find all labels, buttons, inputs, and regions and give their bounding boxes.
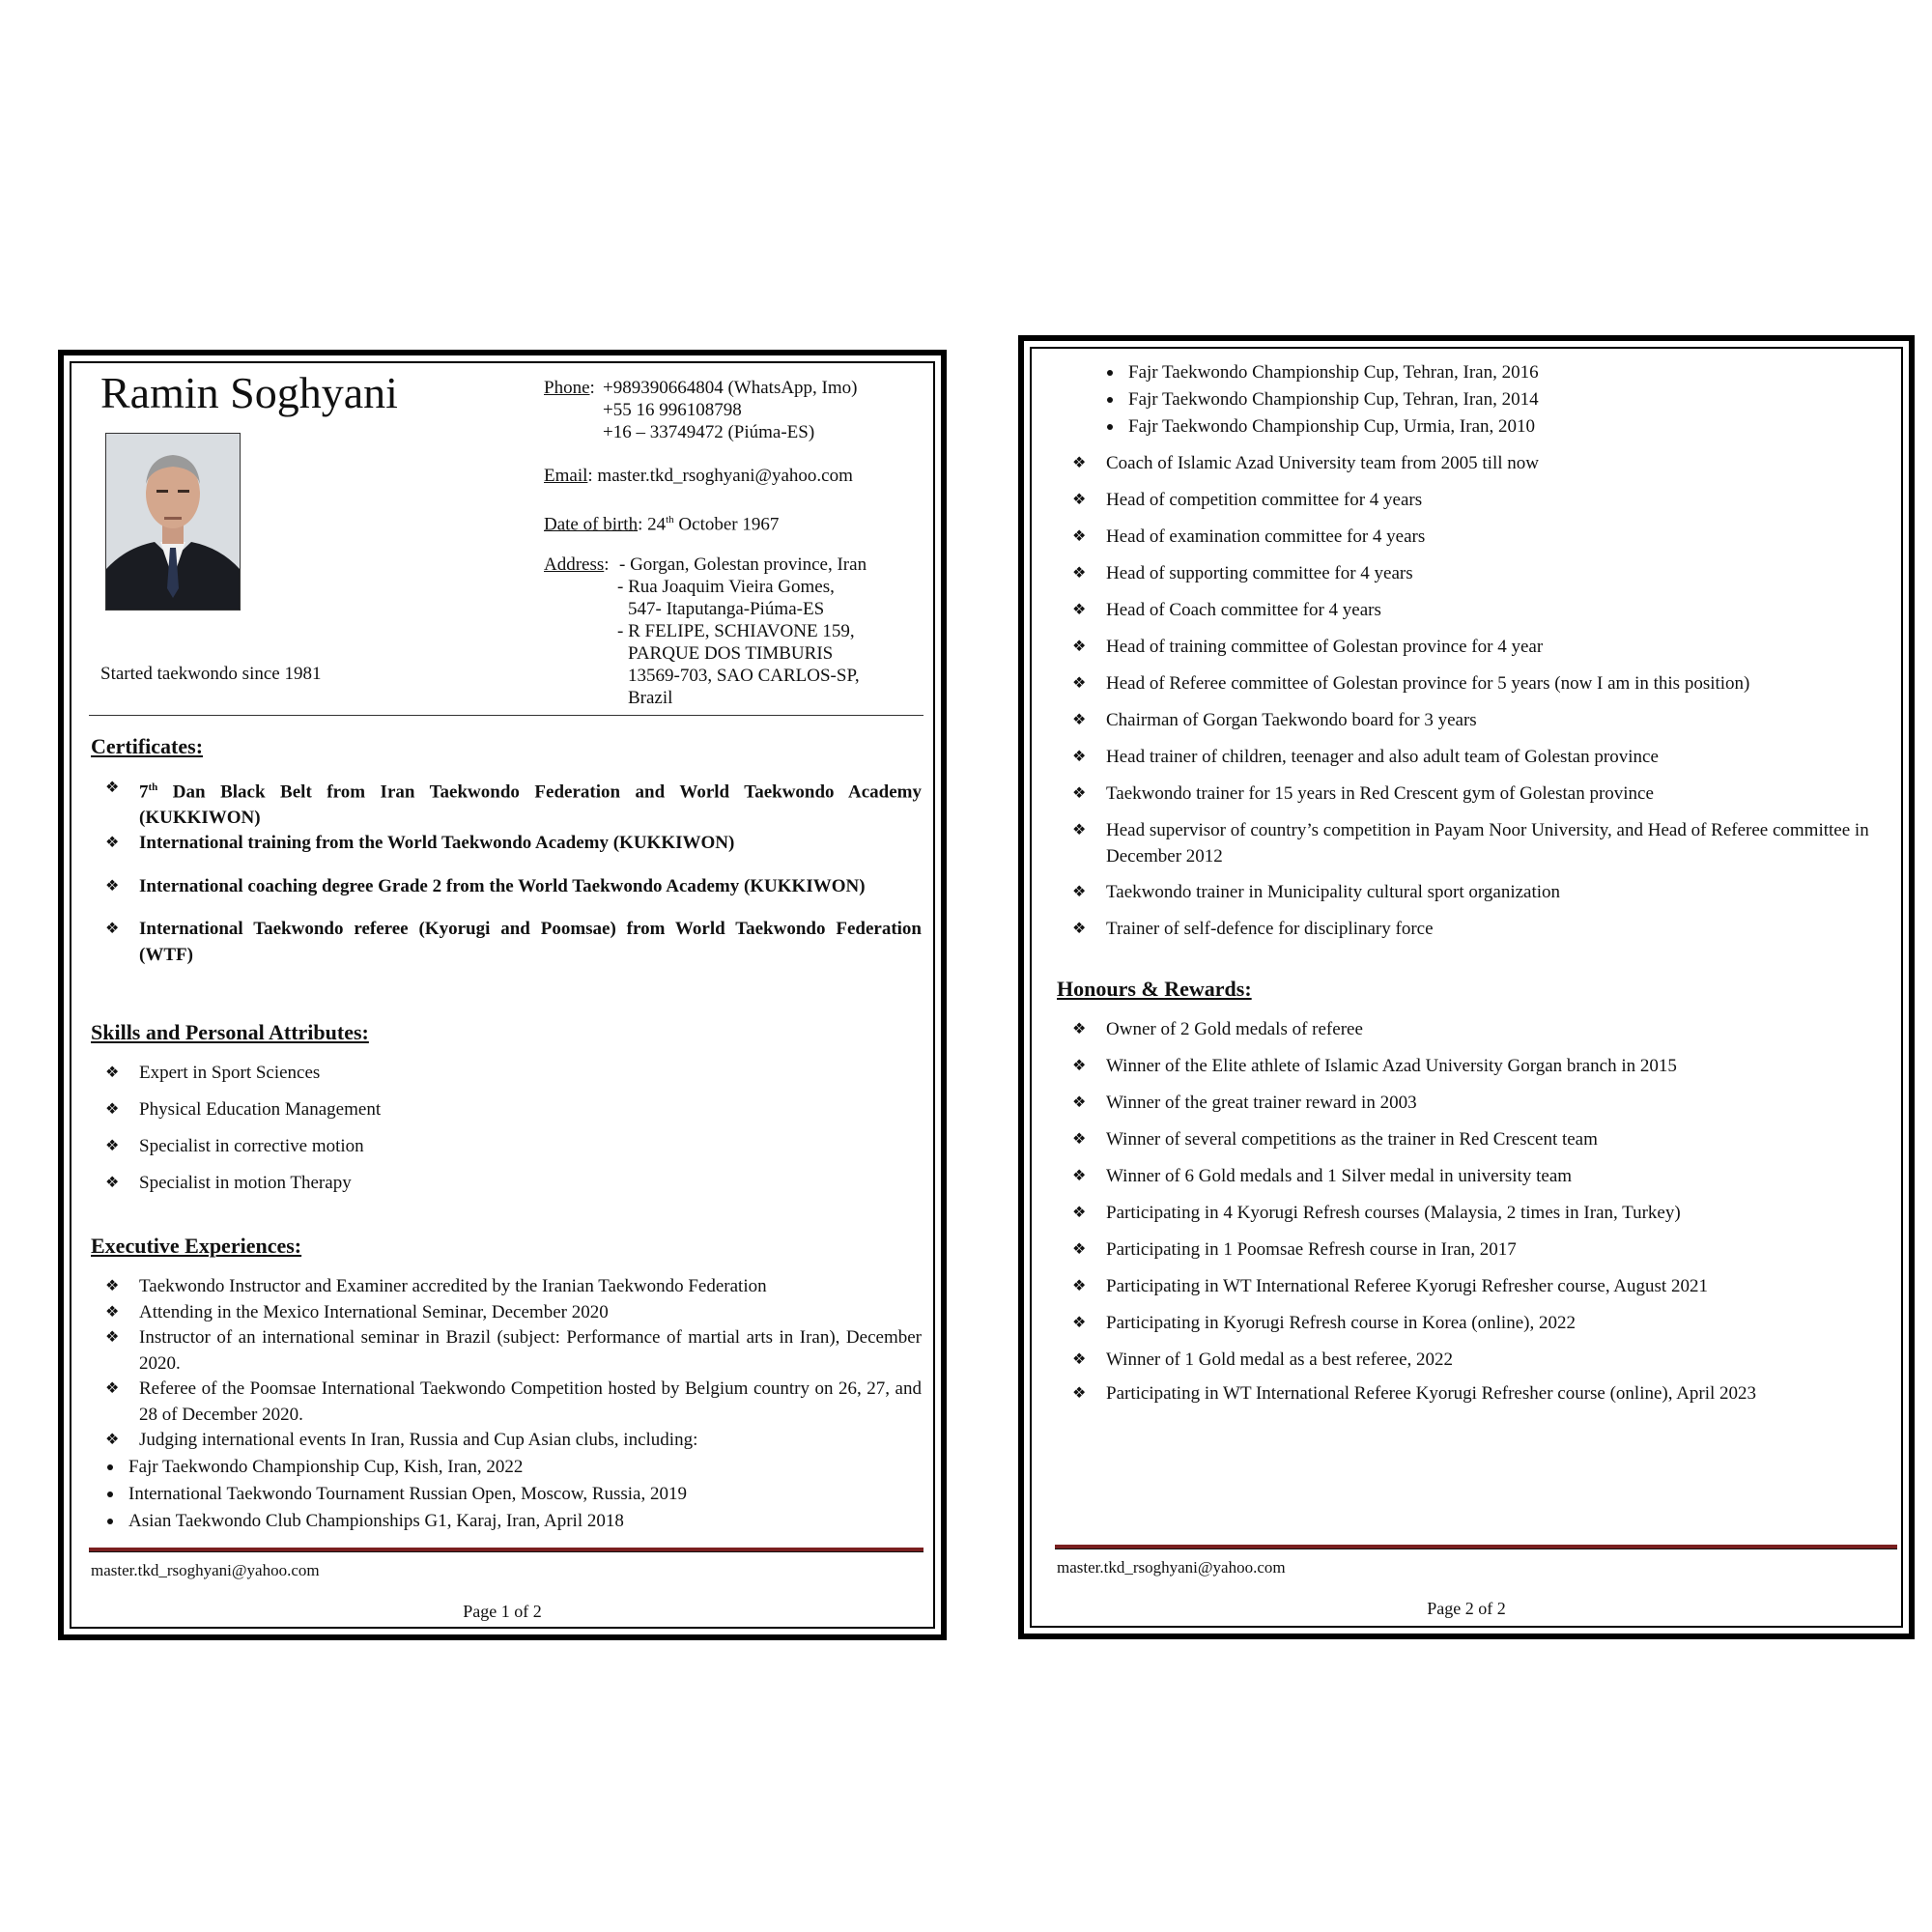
- diamond-bullet-icon: ❖: [1072, 1278, 1087, 1294]
- diamond-bullet-icon: ❖: [1072, 1351, 1087, 1368]
- diamond-bullet-icon: ❖: [1072, 1131, 1087, 1148]
- diamond-bullet-icon: ❖: [105, 1432, 120, 1448]
- experience-text: Head of competition committee for 4 years: [1106, 490, 1423, 510]
- certificate-text: International coaching degree Grade 2 from the World Taekwondo Academy (KUKKIWON): [139, 876, 866, 896]
- skill-text: Expert in Sport Sciences: [139, 1063, 321, 1083]
- started-note: Started taekwondo since 1981: [100, 664, 322, 684]
- dob-day: 24: [647, 514, 667, 535]
- diamond-bullet-icon: ❖: [1072, 822, 1087, 838]
- honour-text: Participating in 4 Kyorugi Refresh courses (Malaysia, 2 times in Iran, Turkey): [1106, 1203, 1681, 1223]
- executive-text: Judging international events In Iran, Russia and Cup Asian clubs, including:: [139, 1430, 698, 1450]
- event-text: Fajr Taekwondo Championship Cup, Urmia, Iran, 2010: [1128, 416, 1536, 437]
- bullet-dot-icon: [107, 1492, 113, 1497]
- email-link[interactable]: master.tkd_rsoghyani@yahoo.com: [597, 466, 853, 486]
- diamond-bullet-icon: ❖: [1072, 1094, 1087, 1111]
- footer-email[interactable]: master.tkd_rsoghyani@yahoo.com: [91, 1561, 320, 1579]
- skills-heading: Skills and Personal Attributes:: [91, 1020, 369, 1044]
- certificate-item: [105, 916, 922, 968]
- experience-text: Head supervisor of country’s competition in Payam Noor University, and Head of Referee committee in December 2012: [1106, 820, 1869, 867]
- event-text: Asian Taekwondo Club Championships G1, Karaj, Iran, April 2018: [128, 1511, 624, 1531]
- resume-page-1: [58, 350, 947, 1640]
- diamond-bullet-icon: ❖: [1072, 749, 1087, 765]
- person-name: Ramin Soghyani: [100, 368, 398, 417]
- profile-photo: [105, 433, 241, 611]
- experience-item: [1072, 817, 1903, 869]
- phone-label: Phone: [544, 378, 590, 398]
- experience-text: Head of training committee of Golestan province for 4 year: [1106, 637, 1544, 657]
- event-text: Fajr Taekwondo Championship Cup, Kish, Iran, 2022: [128, 1457, 524, 1477]
- experience-text: Taekwondo trainer for 15 years in Red Crescent gym of Golestan province: [1106, 783, 1654, 804]
- diamond-bullet-icon: ❖: [1072, 884, 1087, 900]
- diamond-bullet-icon: ❖: [105, 835, 120, 851]
- certificate-text: International Taekwondo referee (Kyorugi and Poomsae) from World Taekwondo Federation (WTF): [139, 919, 922, 965]
- diamond-bullet-icon: ❖: [1072, 492, 1087, 508]
- footer-rule: [89, 1548, 923, 1552]
- experience-text: Head of supporting committee for 4 years: [1106, 563, 1413, 583]
- address-line-5: PARQUE DOS TIMBURIS: [628, 643, 834, 664]
- resume-page-2: [1018, 335, 1915, 1639]
- honour-text: Participating in 1 Poomsae Refresh course in Iran, 2017: [1106, 1239, 1517, 1260]
- event-text: International Taekwondo Tournament Russian Open, Moscow, Russia, 2019: [128, 1484, 687, 1504]
- event-text: Fajr Taekwondo Championship Cup, Tehran, Iran, 2014: [1128, 389, 1539, 410]
- diamond-bullet-icon: ❖: [1072, 785, 1087, 802]
- address-line-3: 547- Itaputanga-Piúma-ES: [628, 599, 825, 619]
- executive-item: [105, 1324, 922, 1377]
- certificate-dan-suffix: th: [148, 781, 158, 793]
- experience-text: Head of examination committee for 4 years: [1106, 526, 1426, 547]
- phone-number-3[interactable]: +16 – 33749472 (Piúma-ES): [603, 422, 815, 442]
- diamond-bullet-icon: ❖: [105, 1329, 120, 1346]
- diamond-bullet-icon: ❖: [1072, 565, 1087, 582]
- executive-item: [105, 1376, 922, 1428]
- bullet-dot-icon: [1107, 397, 1113, 403]
- contact-block: Phone: +989390664804 (WhatsApp, Imo) +55 16 996108798 +16 – 33749472 (Piúma-ES) Email: master.tkd_rsoghyani@yahoo.com Date of birth: 24th October 1967 Address: - Gorgan, Golestan province, Iran - Rua Joaquim Vieira Gomes, 547- Itaputanga-Piúma-ES - R FELIPE, SCHIAVONE 159, PARQUE DOS TIMBURIS 13569-703, SAO CARLOS-SP, Brazil: [544, 378, 867, 708]
- skill-text: Specialist in corrective motion: [139, 1136, 364, 1156]
- honour-text: Winner of several competitions as the trainer in Red Crescent team: [1106, 1129, 1598, 1150]
- address-line-1: - Gorgan, Golestan province, Iran: [619, 554, 867, 575]
- profile-photo-image: [106, 434, 240, 610]
- diamond-bullet-icon: ❖: [105, 780, 120, 796]
- address-line-2: - Rua Joaquim Vieira Gomes,: [617, 577, 835, 597]
- certificates-heading: Certificates:: [91, 734, 204, 758]
- diamond-bullet-icon: ❖: [1072, 639, 1087, 655]
- event-text: Fajr Taekwondo Championship Cup, Tehran, Iran, 2016: [1128, 362, 1539, 383]
- footer-rule: [1055, 1545, 1897, 1549]
- diamond-bullet-icon: ❖: [1072, 1021, 1087, 1037]
- diamond-bullet-icon: ❖: [1072, 1168, 1087, 1184]
- diamond-bullet-icon: ❖: [105, 1380, 120, 1397]
- diamond-bullet-icon: ❖: [105, 1175, 120, 1191]
- address-line-6: 13569-703, SAO CARLOS-SP,: [628, 666, 860, 686]
- bullet-dot-icon: [1107, 424, 1113, 430]
- dob-label: Date of birth: [544, 514, 639, 535]
- dob-rest: October 1967: [678, 514, 780, 535]
- diamond-bullet-icon: ❖: [105, 1065, 120, 1081]
- skill-text: Physical Education Management: [139, 1099, 382, 1120]
- header-divider: [89, 715, 923, 716]
- diamond-bullet-icon: ❖: [1072, 1385, 1087, 1402]
- bullet-dot-icon: [1107, 370, 1113, 376]
- skill-text: Specialist in motion Therapy: [139, 1173, 352, 1193]
- honour-text: Winner of the great trainer reward in 2003: [1106, 1093, 1417, 1113]
- experience-text: Taekwondo trainer in Municipality cultural sport organization: [1106, 882, 1561, 902]
- email-label: Email: [544, 466, 588, 486]
- certificate-text: International training from the World Taekwondo Academy (KUKKIWON): [139, 833, 735, 853]
- diamond-bullet-icon: ❖: [105, 921, 120, 937]
- phone-colon: :: [589, 378, 595, 398]
- executive-text: Instructor of an international seminar in Brazil (subject: Performance of martial arts in Iran), December 2020.: [139, 1327, 922, 1374]
- experience-text: Head trainer of children, teenager and also adult team of Golestan province: [1106, 747, 1659, 767]
- certificate-dan-number: 7: [139, 781, 149, 803]
- honour-text: Participating in WT International Referee Kyorugi Refresher course, August 2021: [1106, 1276, 1708, 1296]
- honour-text: Winner of 1 Gold medal as a best referee, 2022: [1106, 1350, 1454, 1370]
- certificate-dan-text: Dan Black Belt from Iran Taekwondo Federation and World Taekwondo Academy (KUKKIWON): [139, 781, 922, 829]
- diamond-bullet-icon: ❖: [1072, 712, 1087, 728]
- diamond-bullet-icon: ❖: [1072, 921, 1087, 937]
- honour-text: Winner of the Elite athlete of Islamic Azad University Gorgan branch in 2015: [1106, 1056, 1677, 1076]
- experience-text: Head of Coach committee for 4 years: [1106, 600, 1381, 620]
- diamond-bullet-icon: ❖: [1072, 1205, 1087, 1221]
- diamond-bullet-icon: ❖: [1072, 1241, 1087, 1258]
- phone-number-1[interactable]: +989390664804 (WhatsApp, Imo): [603, 378, 858, 398]
- executive-heading: Executive Experiences:: [91, 1234, 302, 1258]
- page-number: Page 1 of 2: [463, 1602, 542, 1621]
- footer-email[interactable]: master.tkd_rsoghyani@yahoo.com: [1057, 1558, 1286, 1577]
- experience-text: Chairman of Gorgan Taekwondo board for 3 years: [1106, 710, 1477, 730]
- bullet-dot-icon: [107, 1464, 113, 1470]
- diamond-bullet-icon: ❖: [1072, 528, 1087, 545]
- diamond-bullet-icon: ❖: [105, 1138, 120, 1154]
- diamond-bullet-icon: ❖: [1072, 602, 1087, 618]
- diamond-bullet-icon: ❖: [105, 1101, 120, 1118]
- diamond-bullet-icon: ❖: [1072, 1058, 1087, 1074]
- bullet-dot-icon: [107, 1519, 113, 1524]
- phone-number-2[interactable]: +55 16 996108798: [603, 400, 742, 420]
- diamond-bullet-icon: ❖: [105, 1278, 120, 1294]
- address-line-7: Brazil: [628, 688, 673, 708]
- certificate-item: [105, 775, 922, 827]
- honour-text: Winner of 6 Gold medals and 1 Silver medal in university team: [1106, 1166, 1573, 1186]
- dob-suffix: th: [666, 514, 674, 526]
- address-line-4: - R FELIPE, SCHIAVONE 159,: [617, 621, 855, 641]
- diamond-bullet-icon: ❖: [1072, 455, 1087, 471]
- address-label: Address: [544, 554, 605, 575]
- experience-text: Head of Referee committee of Golestan province for 5 years (now I am in this position): [1106, 673, 1750, 694]
- address-colon: :: [604, 554, 610, 575]
- experience-text: Trainer of self-defence for disciplinary force: [1106, 919, 1434, 939]
- page-number: Page 2 of 2: [1427, 1599, 1506, 1618]
- honours-heading: Honours & Rewards:: [1057, 977, 1252, 1001]
- diamond-bullet-icon: ❖: [1072, 675, 1087, 692]
- honour-text: Participating in WT International Referee Kyorugi Refresher course (online), April 2023: [1106, 1383, 1757, 1404]
- executive-text: Referee of the Poomsae International Taekwondo Competition hosted by Belgium country on 26, 27, and 28 of December 2020.: [139, 1378, 922, 1425]
- diamond-bullet-icon: ❖: [1072, 1315, 1087, 1331]
- experience-text: Coach of Islamic Azad University team from 2005 till now: [1106, 453, 1539, 473]
- diamond-bullet-icon: ❖: [105, 1304, 120, 1321]
- honour-text: Owner of 2 Gold medals of referee: [1106, 1019, 1363, 1039]
- executive-text: Attending in the Mexico International Seminar, December 2020: [139, 1302, 609, 1322]
- diamond-bullet-icon: ❖: [105, 878, 120, 895]
- executive-text: Taekwondo Instructor and Examiner accredited by the Iranian Taekwondo Federation: [139, 1276, 767, 1296]
- honour-text: Participating in Kyorugi Refresh course in Korea (online), 2022: [1106, 1313, 1576, 1333]
